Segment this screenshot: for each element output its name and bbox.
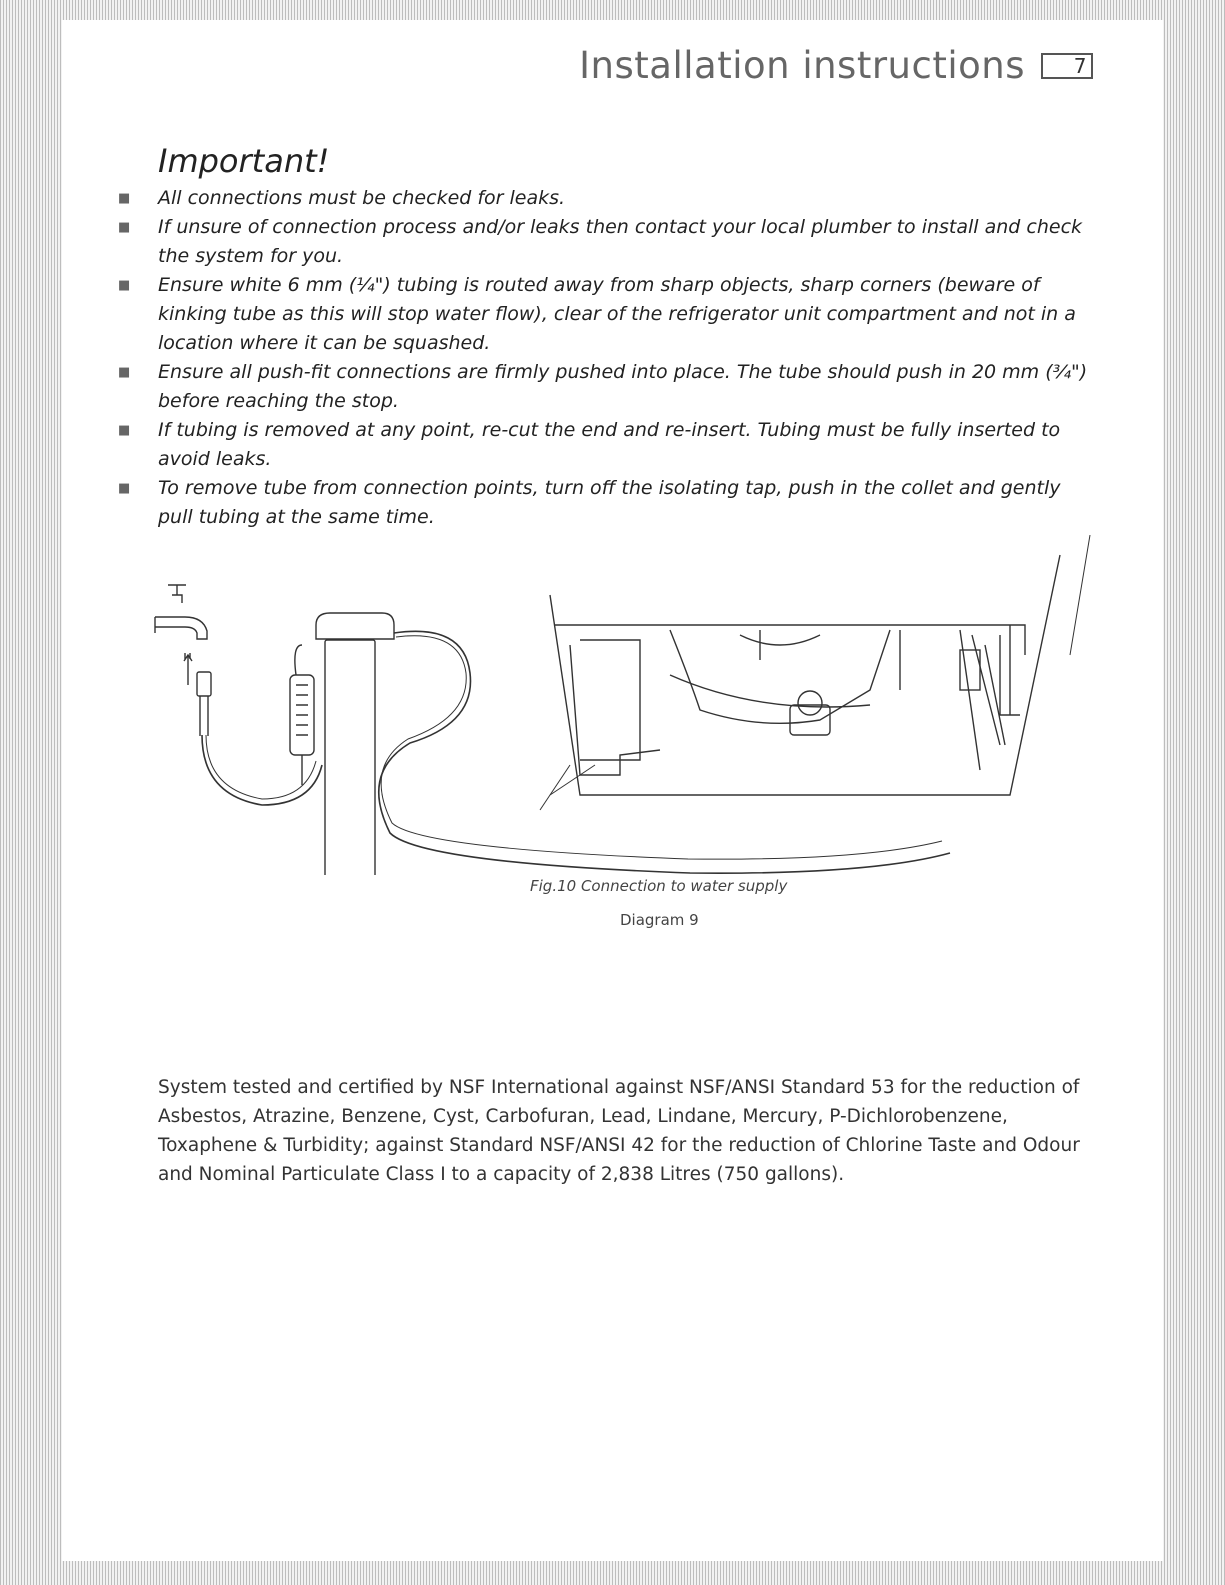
bullet-icon: ■ [118, 481, 131, 496]
important-list [118, 184, 1093, 532]
list-item [118, 474, 1093, 532]
bullet-icon: ■ [118, 278, 131, 293]
list-item [118, 184, 1093, 213]
page-number: 7 [1041, 53, 1093, 79]
water-connection-diagram [140, 535, 1095, 875]
list-item-text: Ensure white 6 mm (¼") tubing is routed away from sharp objects, sharp corners (beware of kinking tube as this will stop water flow), clear of the refrigerator unit compartment and not in a location where it can be squashed. [158, 274, 1076, 354]
list-item-text: All connections must be checked for leaks. [158, 187, 566, 209]
important-heading: Important! [158, 142, 330, 180]
list-item-text: If unsure of connection process and/or leaks then contact your local plumber to install and check the system for you. [158, 216, 1083, 267]
refrigerator-icon [540, 535, 1090, 810]
diagram-label: Diagram 9 [620, 911, 699, 929]
tap-icon [155, 585, 207, 685]
list-item-text: If tubing is removed at any point, re-cut the end and re-insert. Tubing must be fully inserted to avoid leaks. [158, 419, 1061, 470]
list-item [118, 358, 1093, 416]
list-item-text: Ensure all push-fit connections are firmly pushed into place. The tube should push in 20 mm (¾") before reaching the stop. [158, 361, 1088, 412]
figure-caption: Fig.10 Connection to water supply [530, 877, 788, 895]
filter-icon [290, 613, 394, 875]
bullet-icon: ■ [118, 365, 131, 380]
bullet-icon: ■ [118, 423, 131, 438]
list-item [118, 271, 1093, 358]
list-item [118, 213, 1093, 271]
page-header-title: Installation instructions [579, 44, 1025, 87]
bullet-icon: ■ [118, 220, 131, 235]
page-header [579, 44, 1093, 87]
bullet-icon: ■ [118, 191, 131, 206]
certification-paragraph: System tested and certified by NSF International against NSF/ANSI Standard 53 for the reduction of Asbestos, Atrazine, Benzene, Cyst, Carbofuran, Lead, Lindane, Mercury, P-Dichlorobenzene, Toxaphene & Turbidity; against Standard NSF/ANSI 42 for the reduction of Chlorine Taste and Odour and Nominal Particulate Class I to a capacity of 2,838 Litres (750 gallons). [158, 1077, 1080, 1185]
list-item [118, 416, 1093, 474]
list-item-text: To remove tube from connection points, turn off the isolating tap, push in the collet and gently pull tubing at the same time. [158, 477, 1061, 528]
